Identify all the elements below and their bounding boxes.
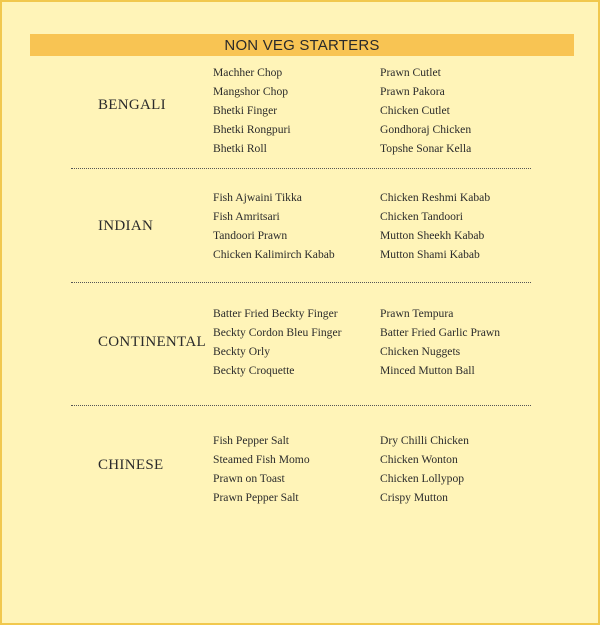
dish-item: Prawn Cutlet: [380, 66, 441, 79]
dish-item: Bhetki Roll: [213, 142, 267, 155]
dish-item: Fish Amritsari: [213, 210, 280, 223]
dish-item: Mutton Sheekh Kabab: [380, 229, 485, 242]
category-label: BENGALI: [98, 97, 166, 113]
dish-column-left: [213, 188, 335, 264]
dish-item: Chicken Reshmi Kabab: [380, 191, 491, 204]
category-label: CONTINENTAL: [98, 334, 206, 350]
section-divider: [71, 405, 531, 406]
dish-item: Machher Chop: [213, 66, 283, 79]
dish-item: Fish Ajwaini Tikka: [213, 191, 302, 204]
dish-item: Batter Fried Beckty Finger: [213, 307, 338, 320]
dish-item: Mutton Shami Kabab: [380, 248, 480, 261]
dish-item: Bhetki Finger: [213, 104, 278, 117]
section-indian: [2, 188, 600, 268]
dish-column-right: [380, 431, 469, 507]
dish-item: Chicken Nuggets: [380, 345, 461, 358]
section-continental: [2, 304, 600, 384]
menu-title: NON VEG STARTERS: [30, 34, 574, 56]
dish-item: Prawn Pepper Salt: [213, 491, 299, 504]
dish-item: Beckty Croquette: [213, 364, 295, 377]
dish-item: Chicken Lollypop: [380, 472, 465, 485]
dish-item: Mangshor Chop: [213, 85, 289, 98]
dish-item: Beckty Orly: [213, 345, 270, 358]
dish-item: Gondhoraj Chicken: [380, 123, 472, 136]
category-label: CHINESE: [98, 457, 164, 473]
dish-item: Prawn Pakora: [380, 85, 445, 98]
dish-column-left: [213, 63, 291, 158]
section-bengali: [2, 63, 600, 163]
dish-item: Prawn Tempura: [380, 307, 454, 320]
dish-item: Chicken Kalimirch Kabab: [213, 248, 335, 261]
dish-item: Steamed Fish Momo: [213, 453, 310, 466]
dish-column-right: [380, 188, 490, 264]
dish-item: Beckty Cordon Bleu Finger: [213, 326, 342, 339]
dish-item: Chicken Cutlet: [380, 104, 450, 117]
section-divider: [71, 168, 531, 169]
dish-item: Fish Pepper Salt: [213, 434, 290, 447]
dish-item: Minced Mutton Ball: [380, 364, 475, 377]
dish-column-left: [213, 304, 341, 380]
dish-item: Chicken Tandoori: [380, 210, 464, 223]
dish-item: Bhetki Rongpuri: [213, 123, 291, 136]
dish-column-right: [380, 304, 500, 380]
dish-column-left: [213, 431, 310, 507]
section-divider: [71, 282, 531, 283]
dish-item: Prawn on Toast: [213, 472, 285, 485]
dish-item: Crispy Mutton: [380, 491, 448, 504]
dish-item: Tandoori Prawn: [213, 229, 288, 242]
dish-item: Topshe Sonar Kella: [380, 142, 472, 155]
dish-column-right: [380, 63, 471, 158]
dish-item: Chicken Wonton: [380, 453, 458, 466]
dish-item: Dry Chilli Chicken: [380, 434, 469, 447]
section-chinese: [2, 431, 600, 511]
dish-item: Batter Fried Garlic Prawn: [380, 326, 501, 339]
category-label: INDIAN: [98, 218, 154, 234]
